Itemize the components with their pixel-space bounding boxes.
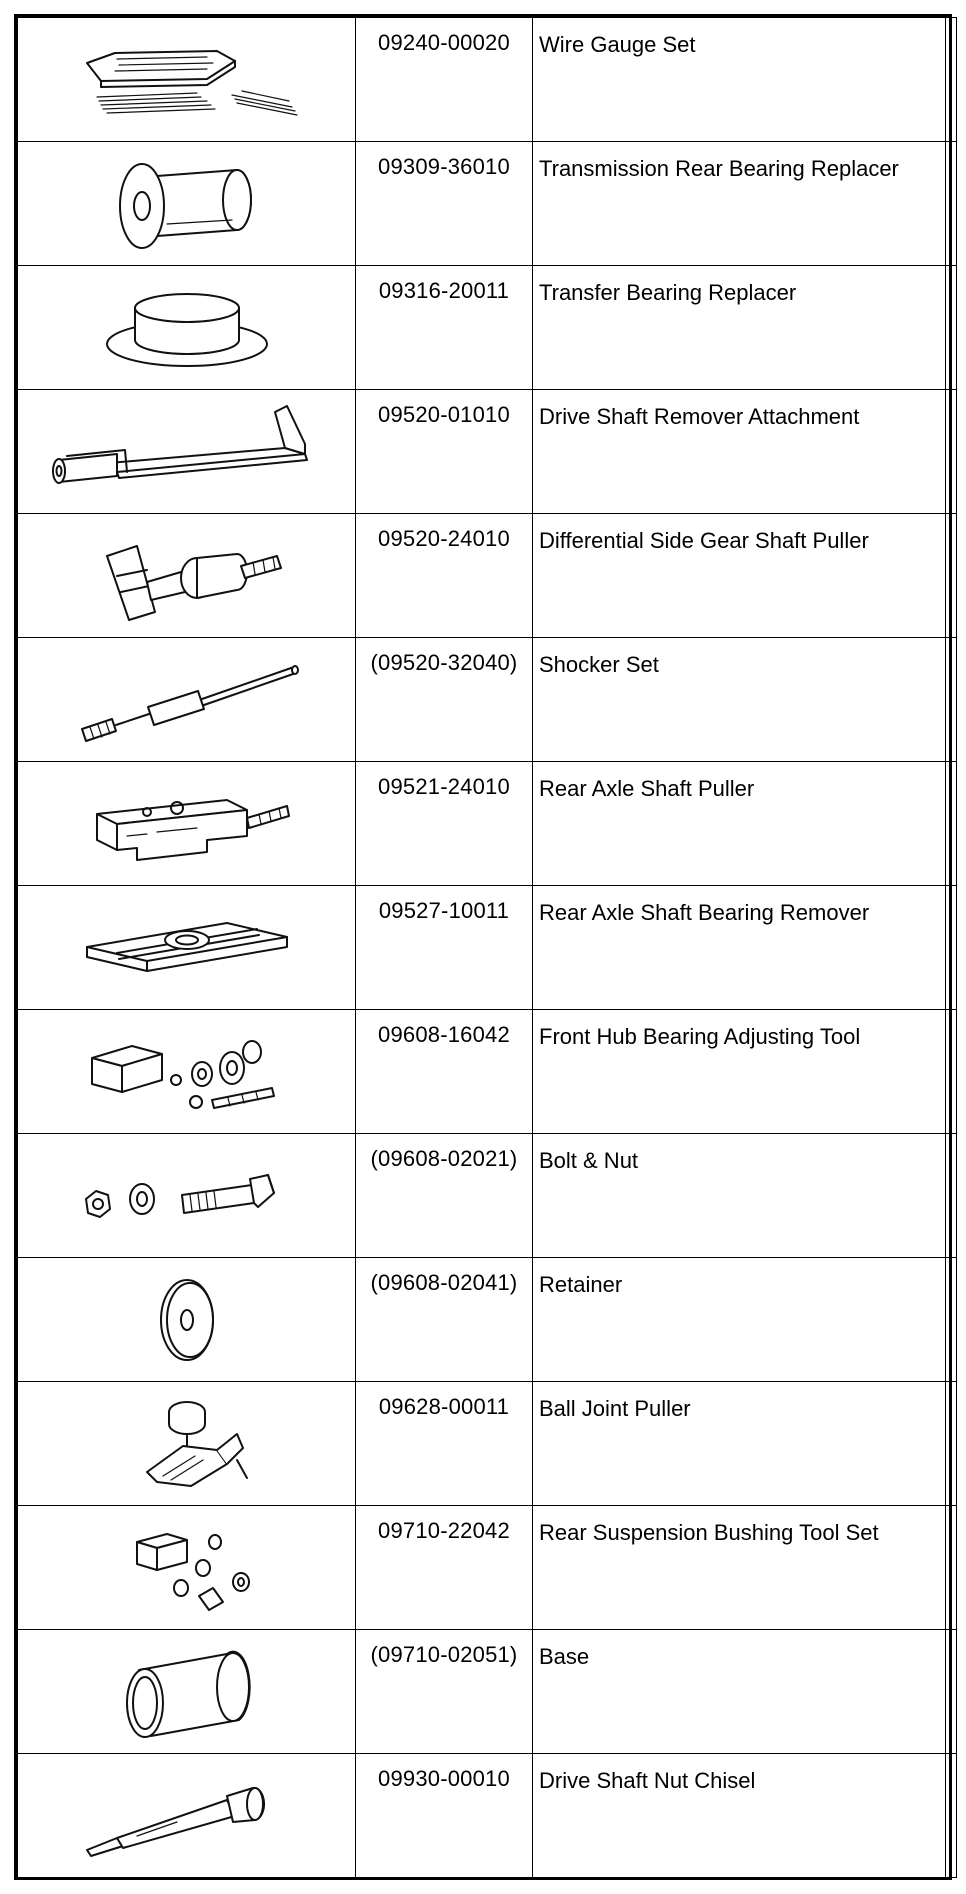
- tool-illustration-cell: [18, 1754, 356, 1878]
- part-number: (09608-02021): [356, 1134, 533, 1258]
- empty-cell: [946, 638, 957, 762]
- table-row: [18, 1010, 957, 1134]
- empty-cell: [946, 1506, 957, 1630]
- empty-cell: [946, 762, 957, 886]
- part-number: (09710-02051): [356, 1630, 533, 1754]
- tool-name: Ball Joint Puller: [533, 1382, 946, 1506]
- table-row: [18, 886, 957, 1010]
- transfer-bearing-replacer-illustration: [87, 278, 287, 378]
- table-row: [18, 1382, 957, 1506]
- part-number: 09309-36010: [356, 142, 533, 266]
- tool-name: Base: [533, 1630, 946, 1754]
- bearing-remover-plate-illustration: [77, 903, 297, 993]
- table-row: [18, 1258, 957, 1382]
- tool-name: Drive Shaft Nut Chisel: [533, 1754, 946, 1878]
- hub-bearing-adjusting-tool-illustration: [72, 1022, 302, 1122]
- table-row: [18, 390, 957, 514]
- tool-name: Bolt & Nut: [533, 1134, 946, 1258]
- empty-cell: [946, 1382, 957, 1506]
- rear-axle-shaft-puller-illustration: [77, 774, 297, 874]
- part-number: 09520-01010: [356, 390, 533, 514]
- tool-illustration-cell: [18, 1382, 356, 1506]
- table-row: [18, 1754, 957, 1878]
- bolt-and-nut-illustration: [72, 1151, 302, 1241]
- tool-name: Transmission Rear Bearing Replacer: [533, 142, 946, 266]
- tool-illustration-cell: [18, 514, 356, 638]
- tool-name: Rear Suspension Bushing Tool Set: [533, 1506, 946, 1630]
- empty-cell: [946, 1754, 957, 1878]
- part-number: (09520-32040): [356, 638, 533, 762]
- drive-shaft-remover-attachment-illustration: [37, 402, 337, 502]
- side-gear-shaft-puller-illustration: [77, 526, 297, 626]
- empty-cell: [946, 886, 957, 1010]
- tool-name: Front Hub Bearing Adjusting Tool: [533, 1010, 946, 1134]
- tool-name: Transfer Bearing Replacer: [533, 266, 946, 390]
- tool-illustration-cell: [18, 1258, 356, 1382]
- empty-cell: [946, 1630, 957, 1754]
- tool-illustration-cell: [18, 638, 356, 762]
- part-number: 09240-00020: [356, 18, 533, 142]
- part-number: 09930-00010: [356, 1754, 533, 1878]
- tool-illustration-cell: [18, 1630, 356, 1754]
- empty-cell: [946, 1010, 957, 1134]
- tool-name: Rear Axle Shaft Puller: [533, 762, 946, 886]
- table-row: [18, 1134, 957, 1258]
- empty-cell: [946, 390, 957, 514]
- part-number: 09316-20011: [356, 266, 533, 390]
- tool-name: Retainer: [533, 1258, 946, 1382]
- tool-illustration-cell: [18, 1010, 356, 1134]
- table-row: [18, 638, 957, 762]
- part-number: 09521-24010: [356, 762, 533, 886]
- bushing-tool-set-illustration: [87, 1518, 287, 1618]
- empty-cell: [946, 18, 957, 142]
- part-number: 09710-22042: [356, 1506, 533, 1630]
- empty-cell: [946, 514, 957, 638]
- table-row: [18, 1630, 957, 1754]
- part-number: 09628-00011: [356, 1382, 533, 1506]
- table-row: [18, 266, 957, 390]
- tool-illustration-cell: [18, 1506, 356, 1630]
- empty-cell: [946, 266, 957, 390]
- part-number: (09608-02041): [356, 1258, 533, 1382]
- table-row: [18, 762, 957, 886]
- table-row: [18, 18, 957, 142]
- bearing-replacer-illustration: [87, 154, 287, 254]
- tool-name: Drive Shaft Remover Attachment: [533, 390, 946, 514]
- table-row: [18, 142, 957, 266]
- shocker-set-illustration: [72, 655, 302, 745]
- tool-illustration-cell: [18, 1134, 356, 1258]
- part-number: 09527-10011: [356, 886, 533, 1010]
- tool-name: Differential Side Gear Shaft Puller: [533, 514, 946, 638]
- ball-joint-puller-illustration: [87, 1394, 287, 1494]
- empty-cell: [946, 1258, 957, 1382]
- tool-name: Wire Gauge Set: [533, 18, 946, 142]
- tool-illustration-cell: [18, 390, 356, 514]
- empty-cell: [946, 1134, 957, 1258]
- tool-illustration-cell: [18, 762, 356, 886]
- tool-illustration-cell: [18, 886, 356, 1010]
- tool-illustration-cell: [18, 142, 356, 266]
- table-row: [18, 514, 957, 638]
- part-number: 09520-24010: [356, 514, 533, 638]
- base-cylinder-illustration: [87, 1642, 287, 1742]
- tool-illustration-cell: [18, 266, 356, 390]
- part-number: 09608-16042: [356, 1010, 533, 1134]
- wire-gauge-set-illustration: [57, 35, 317, 125]
- empty-cell: [946, 142, 957, 266]
- table-row: [18, 1506, 957, 1630]
- tools-table: [17, 17, 957, 1878]
- nut-chisel-illustration: [77, 1766, 297, 1866]
- retainer-washer-illustration: [87, 1270, 287, 1370]
- tool-name: Rear Axle Shaft Bearing Remover: [533, 886, 946, 1010]
- tool-illustration-cell: [18, 18, 356, 142]
- special-tools-sheet: [14, 14, 952, 1880]
- tool-name: Shocker Set: [533, 638, 946, 762]
